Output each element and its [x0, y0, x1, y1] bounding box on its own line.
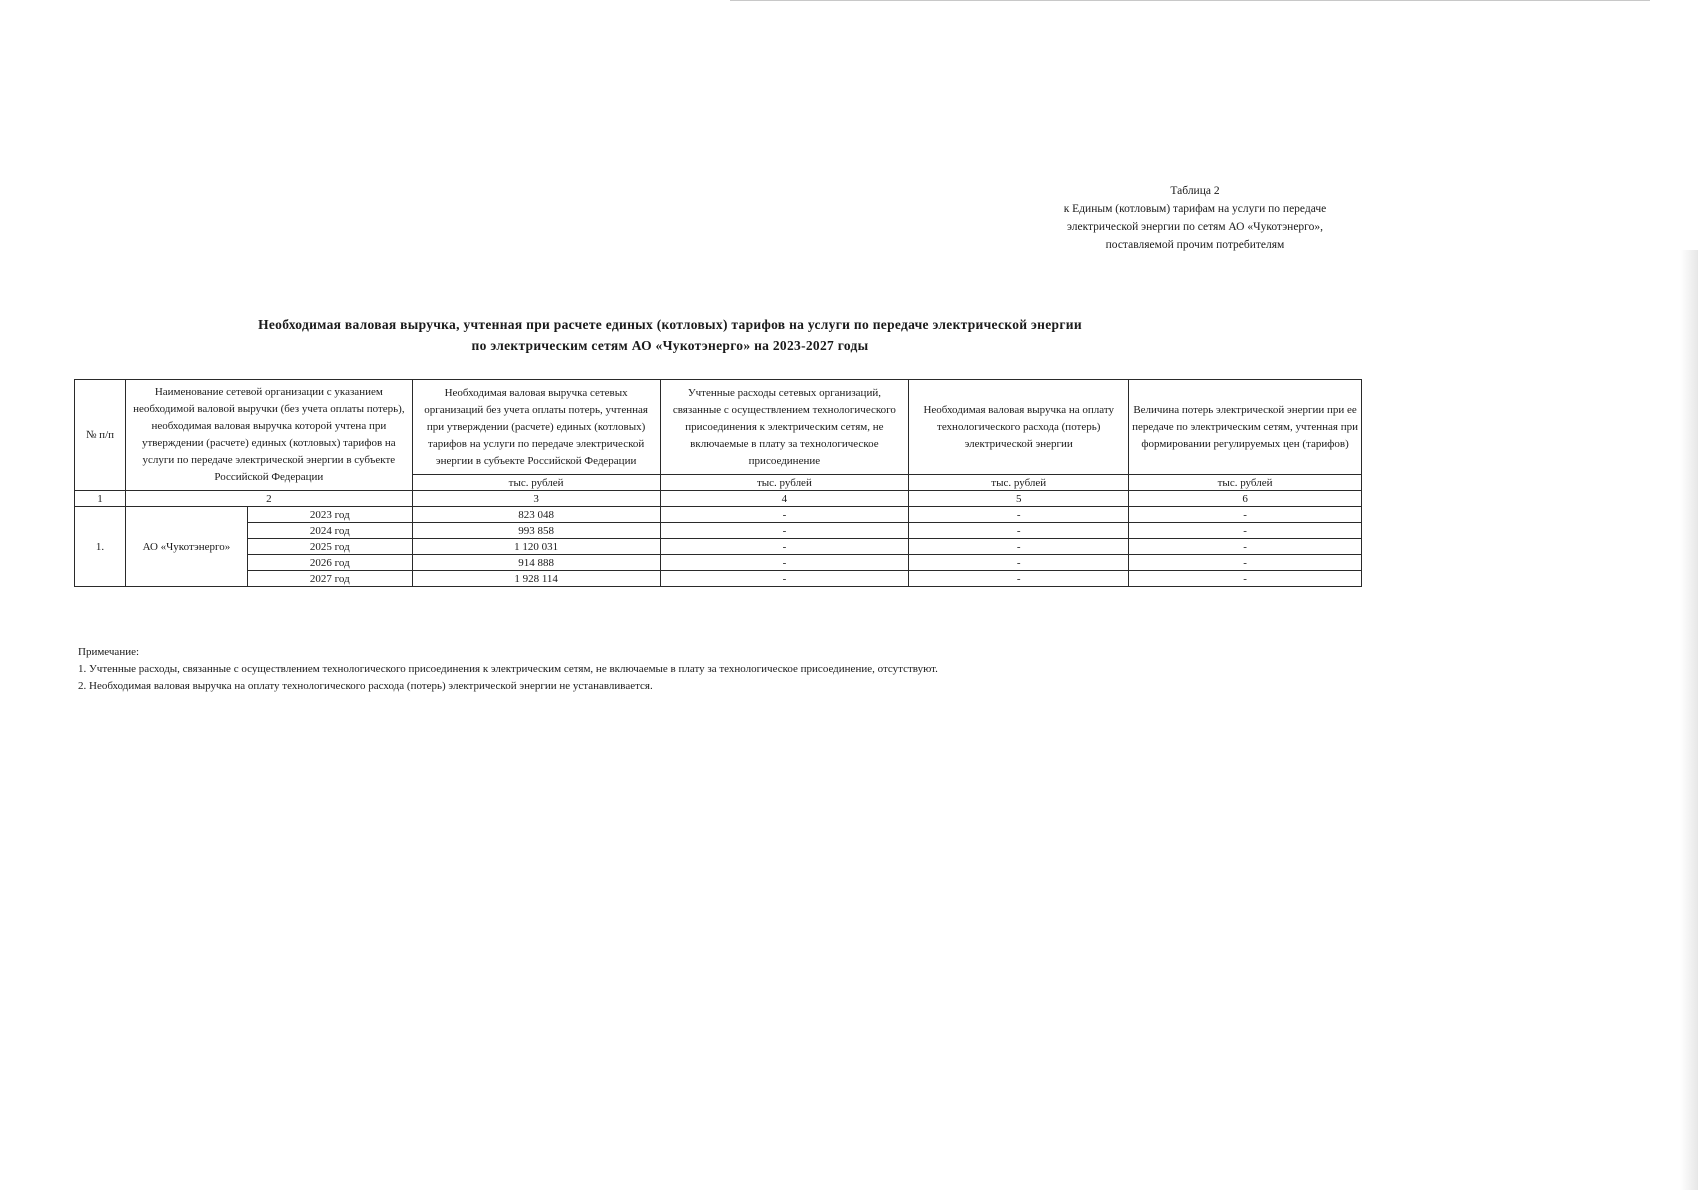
year-cell: 2023 год	[247, 507, 412, 523]
header-num: № п/п	[75, 380, 126, 491]
unit-col-5: тыс. рублей	[909, 475, 1129, 491]
header-row	[75, 380, 1362, 475]
table-row	[75, 523, 1362, 539]
table-row	[75, 571, 1362, 587]
loss-nvv-cell: -	[909, 555, 1129, 571]
header-tech-connection: Учтенные расходы сетевых организаций, связанные с осуществлением технологического присоединения к электрическим сетям, не включаемые в плату за технологическое присоединение	[660, 380, 909, 475]
colnum-6: 6	[1129, 491, 1362, 507]
colnum-3: 3	[412, 491, 660, 507]
tech-cell: -	[660, 507, 909, 523]
loss-value-cell: -	[1129, 523, 1362, 539]
caption-line-4: поставляемой прочим потребителям	[1105, 239, 1285, 251]
loss-value-cell: -	[1129, 571, 1362, 587]
loss-nvv-cell: -	[909, 523, 1129, 539]
loss-value-cell: -	[1129, 539, 1362, 555]
note-item-1: 1. Учтенные расходы, связанные с осуществлением технологического присоединения к электрическим сетям, не включаемые в плату за технологическое присоединение, отсутствуют.	[78, 663, 938, 675]
notes-heading: Примечание:	[78, 646, 140, 658]
caption-line-3: электрической энергии по сетям АО «Чукотэнерго»,	[1067, 221, 1323, 233]
title-line-1: Необходимая валовая выручка, учтенная при расчете единых (котловых) тарифов на услуги по передаче электрической энергии	[258, 317, 1082, 332]
column-numbers-row	[75, 491, 1362, 507]
org-name: АО «Чукотэнерго»	[125, 507, 247, 587]
tech-cell: -	[660, 523, 909, 539]
colnum-2: 2	[125, 491, 412, 507]
table-row	[75, 507, 1362, 523]
table-row	[75, 539, 1362, 555]
table-row	[75, 555, 1362, 571]
colnum-4: 4	[660, 491, 909, 507]
nvv-cell: 1 928 114	[412, 571, 660, 587]
loss-nvv-cell: -	[909, 571, 1129, 587]
row-number: 1.	[75, 507, 126, 587]
unit-col-4: тыс. рублей	[660, 475, 909, 491]
nvv-cell: 1 120 031	[412, 539, 660, 555]
document-title	[150, 314, 1190, 356]
year-cell: 2027 год	[247, 571, 412, 587]
notes-section	[78, 644, 1378, 695]
caption-line-2: к Единым (котловым) тарифам на услуги по передаче	[1063, 203, 1327, 215]
header-loss-nvv: Необходимая валовая выручка на оплату технологического расхода (потерь) электрической энергии	[909, 380, 1129, 475]
tech-cell: -	[660, 539, 909, 555]
caption-line-1: Таблица 2	[1170, 185, 1220, 197]
header-loss-value: Величина потерь электрической энергии при ее передаче по электрическим сетям, учтенная при формировании регулируемых цен (тарифов)	[1129, 380, 1362, 475]
nvv-cell: 823 048	[412, 507, 660, 523]
title-line-2: по электрическим сетям АО «Чукотэнерго» на 2023-2027 годы	[471, 338, 869, 353]
note-item-2: 2. Необходимая валовая выручка на оплату технологического расхода (потерь) электрической энергии не устанавливается.	[78, 680, 653, 692]
unit-col-3: тыс. рублей	[412, 475, 660, 491]
revenue-table	[74, 379, 1362, 587]
loss-nvv-cell: -	[909, 539, 1129, 555]
loss-value-cell: -	[1129, 507, 1362, 523]
table-caption	[1020, 182, 1370, 254]
scan-edge-shadow	[1680, 250, 1698, 1190]
header-org: Наименование сетевой организации с указанием необходимой валовой выручки (без учета оплаты потерь), необходимая валовая выручка которой учтена при утверждении (расчете) единых (котловых) тарифов на услуги по передаче электрической энергии в субъекте Российской Федерации	[125, 380, 412, 491]
header-nvv: Необходимая валовая выручка сетевых организаций без учета оплаты потерь, учтенная при утверждении (расчете) единых (котловых) тарифов на услуги по передаче электрической энергии в субъекте Российской Федерации	[412, 380, 660, 475]
colnum-1: 1	[75, 491, 126, 507]
scan-artifact-line	[730, 0, 1650, 1]
year-cell: 2026 год	[247, 555, 412, 571]
tech-cell: -	[660, 571, 909, 587]
nvv-cell: 993 858	[412, 523, 660, 539]
unit-col-6: тыс. рублей	[1129, 475, 1362, 491]
tech-cell: -	[660, 555, 909, 571]
year-cell: 2025 год	[247, 539, 412, 555]
loss-nvv-cell: -	[909, 507, 1129, 523]
loss-value-cell: -	[1129, 555, 1362, 571]
year-cell: 2024 год	[247, 523, 412, 539]
colnum-5: 5	[909, 491, 1129, 507]
nvv-cell: 914 888	[412, 555, 660, 571]
